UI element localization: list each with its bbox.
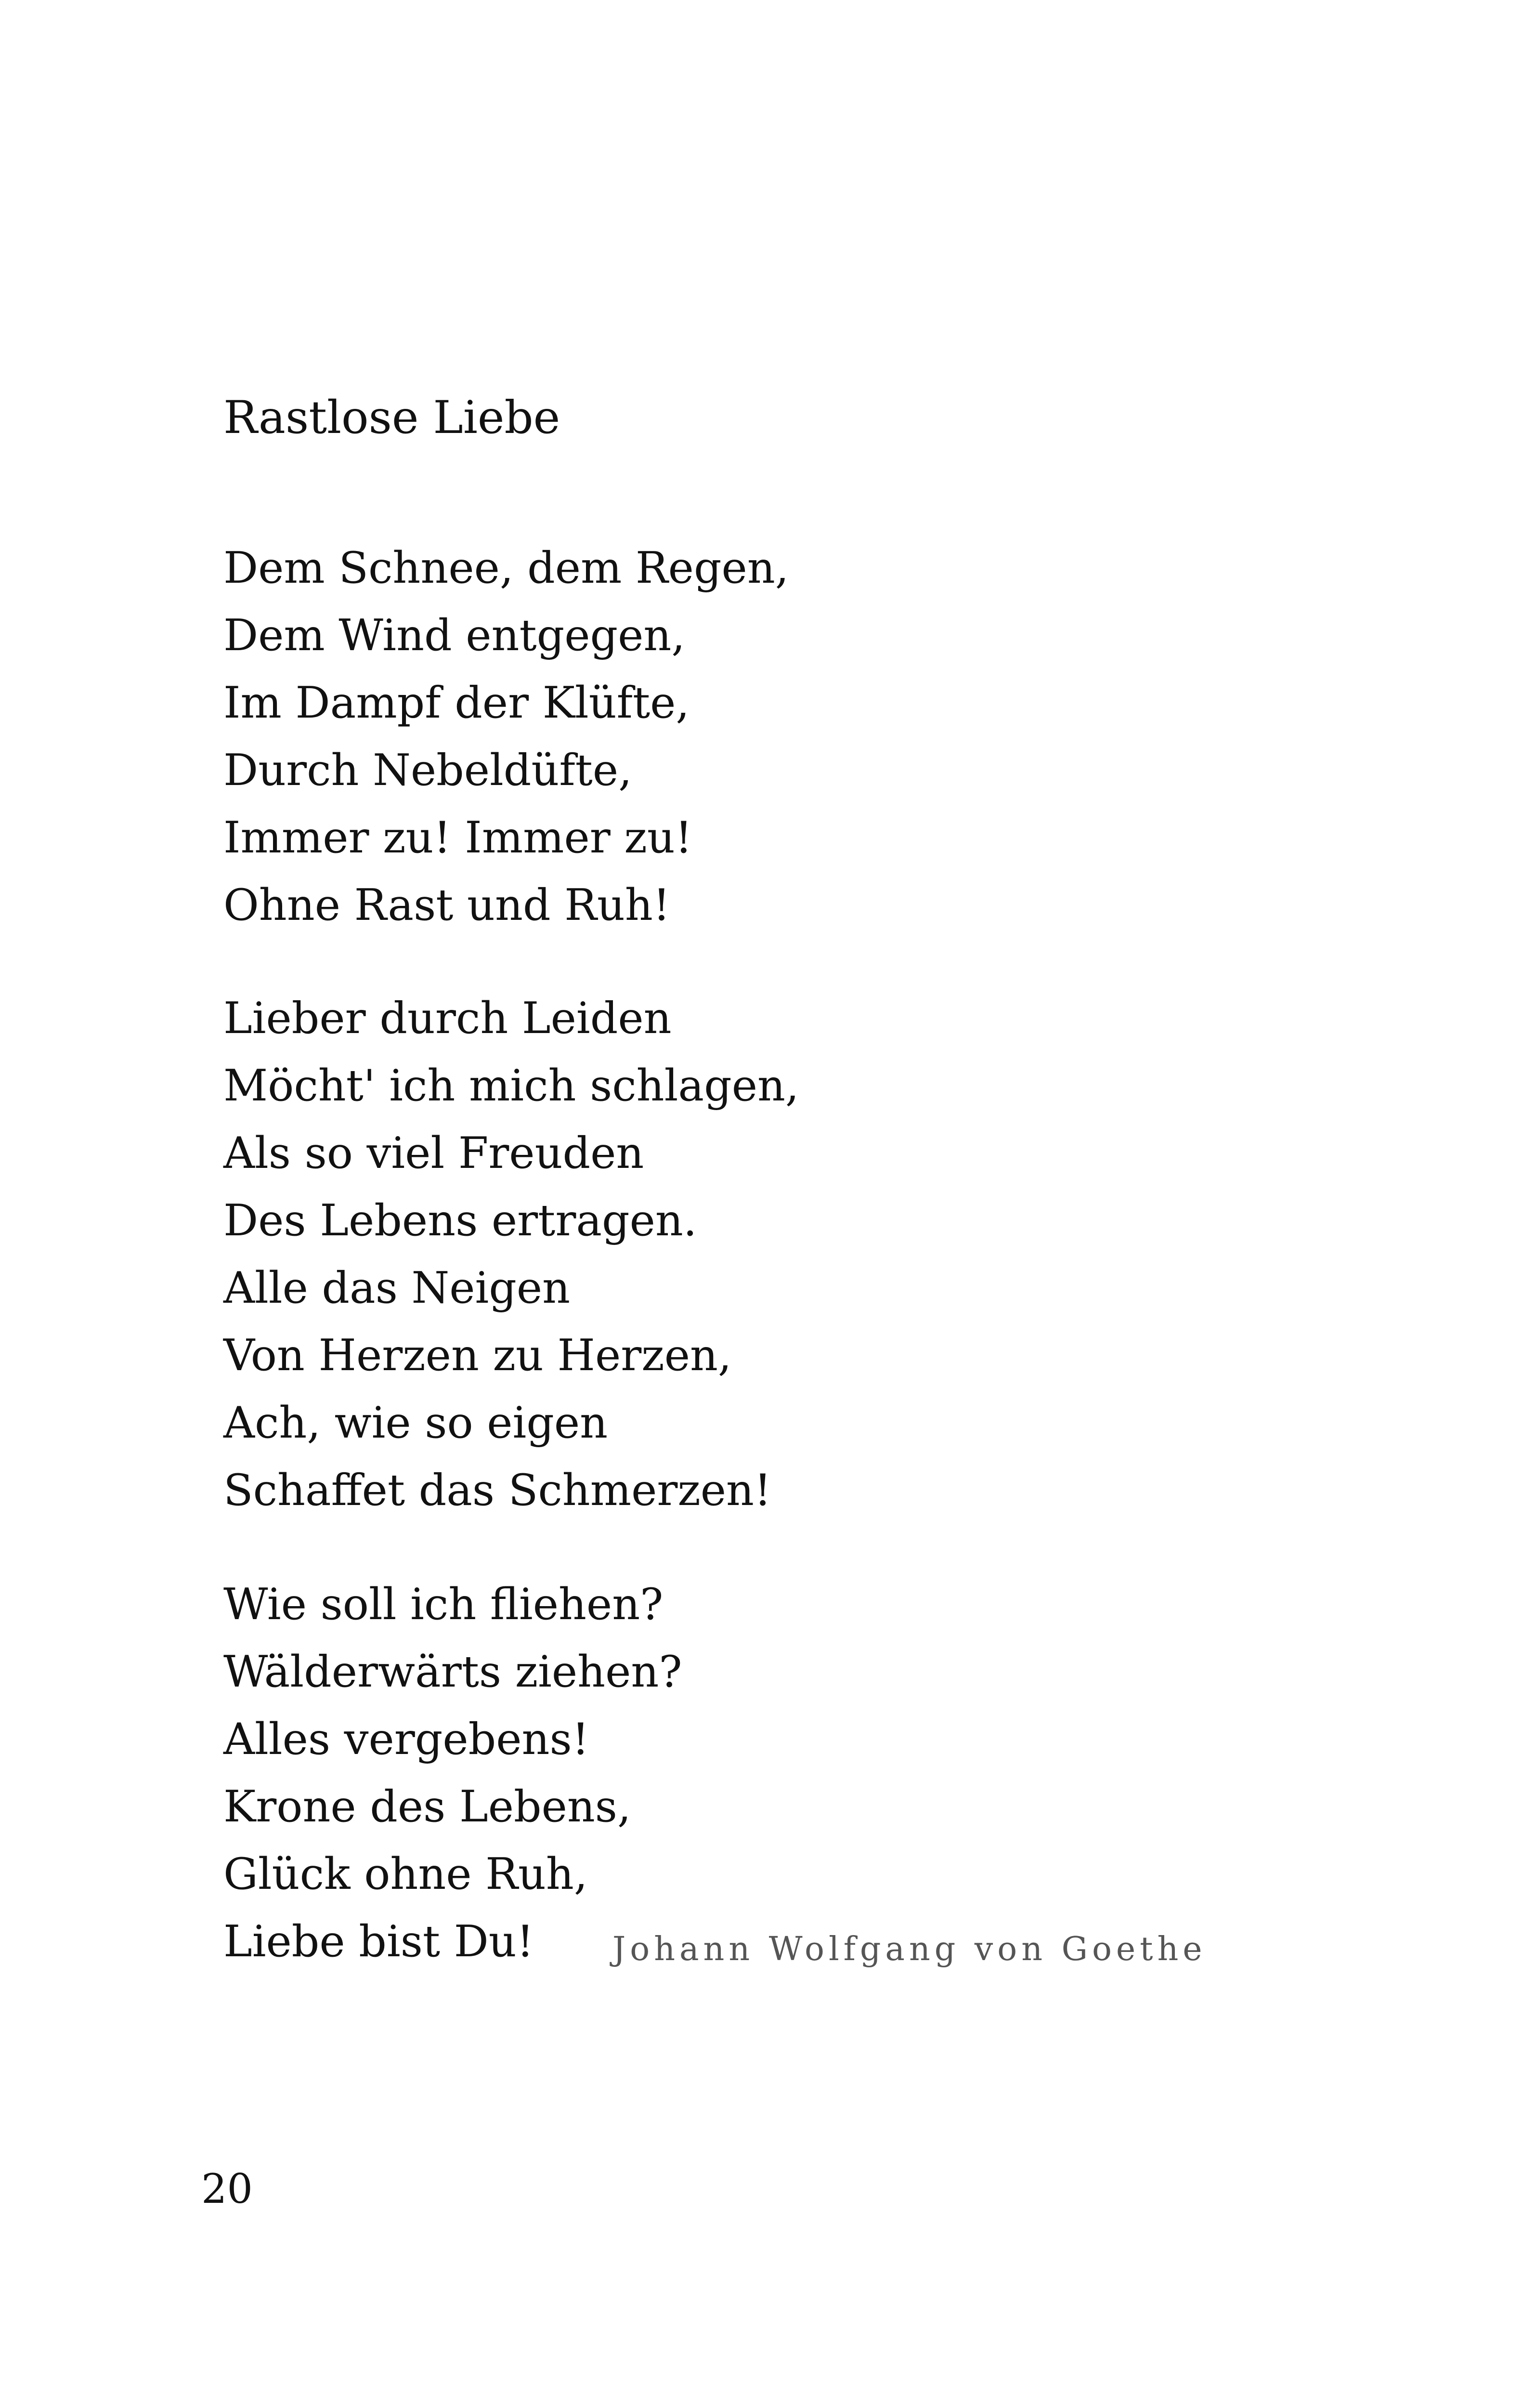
poem-line: Im Dampf der Klüfte, [223,678,690,728]
stanza-1 [223,535,789,939]
poem-line: Wälderwärts ziehen? [223,1647,682,1697]
poem-line: Dem Schnee, dem Regen, [223,543,789,593]
poem-title: Rastlose Liebe [223,392,560,444]
stanza-3 [223,1571,682,1976]
poem-line: Alle das Neigen [223,1263,571,1313]
poem-line: Dem Wind entgegen, [223,610,685,661]
poem-line: Lieber durch Leiden [223,993,672,1044]
poem-line: Des Lebens ertragen. [223,1195,697,1246]
stanza-2 [223,985,799,1524]
poem-line: Glück ohne Ruh, [223,1849,588,1899]
poem-line: Schaffet das Schmerzen! [223,1465,772,1516]
poem-line: Immer zu! Immer zu! [223,812,692,863]
poem-line: Krone des Lebens, [223,1781,631,1832]
poem-line: Wie soll ich fliehen? [223,1579,664,1630]
poem-line: Als so viel Freuden [223,1128,644,1178]
poem-line: Liebe bist Du! [223,1916,534,1967]
author-credit: Johann Wolfgang von Goethe [612,1930,1207,1968]
poem-line: Alles vergebens! [223,1714,589,1765]
poem-line: Ach, wie so eigen [223,1398,608,1448]
poem-line: Von Herzen zu Herzen, [223,1330,732,1381]
poem-line: Ohne Rast und Ruh! [223,880,671,930]
page-number: 20 [201,2165,253,2212]
poem-line: Durch Nebeldüfte, [223,745,632,796]
poem-line: Möcht' ich mich schlagen, [223,1060,799,1111]
